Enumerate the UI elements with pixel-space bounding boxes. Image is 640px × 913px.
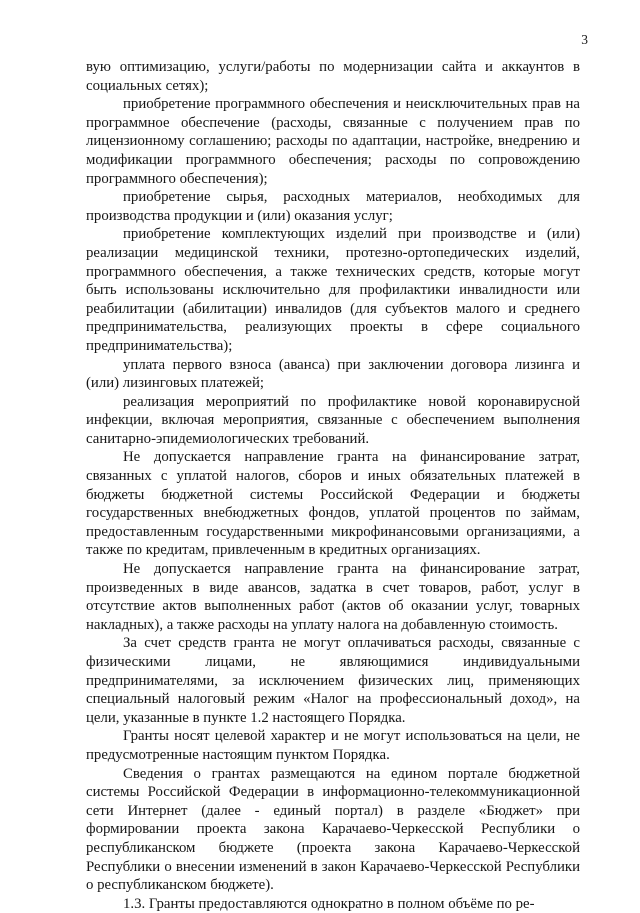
paragraph-target-purpose: Гранты носят целевой характер и не могут использоваться на цели, не предусмотренные настоящим пунктом Порядка. bbox=[86, 728, 580, 763]
body-text bbox=[86, 58, 580, 913]
paragraph-leasing: уплата первого взноса (аванса) при заключении договора лизинга и (или) лизинговых платежей; bbox=[86, 356, 580, 392]
page-number: 3 bbox=[581, 32, 588, 47]
paragraph-components: приобретение комплектующих изделий при производстве и (или) реализации медицинской техники, протезно-ортопедических изделий, программного обеспечения, а также технических средств, которые могут быть использованы исключительно для профилактики инвалидности или реабилитации (абилитации) инвалидов (для субъектов малого и среднего предпринимательства, реализующих проекты в сфере социального предпринимательства); bbox=[86, 226, 580, 354]
paragraph-coronavirus: реализация мероприятий по профилактике новой коронавирусной инфекции, включая мероприятия, связанные с обеспечением выполнения санитарно-эпидемиологических требований. bbox=[86, 393, 580, 447]
paragraph-individuals: За счет средств гранта не могут оплачиваться расходы, связанные с физическими лицами, не являющимися индивидуальными предпринимателями, за исключением физических лиц, применяющих специальный налоговый режим «Налог на профессиональный доход», на цели, указанные в пункте 1.2 настоящего Порядка. bbox=[86, 635, 580, 726]
paragraph-taxes-restriction: Не допускается направление гранта на финансирование затрат, связанных с уплатой налогов, сборов и иных обязательных платежей в бюджеты бюджетной системы Российской Федерации и бюджеты государственных внебюджетных фондов, уплатой процентов по займам, предоставленным государственными микрофинансовыми организациями, а также по кредитам, привлеченным в кредитных организациях. bbox=[86, 449, 580, 559]
paragraph-advances-restriction: Не допускается направление гранта на финансирование затрат, произведенных в виде авансов, задатка в счет товаров, работ, услуг в отсутствие актов выполненных работ (актов об оказании услуг, товарных накладных), а также расходы на уплату налога на добавленную стоимость. bbox=[86, 561, 580, 633]
paragraph-portal-info: Сведения о грантах размещаются на едином портале бюджетной системы Российской Федерации в информационно-телекоммуникационной сети Интернет (далее - единый портал) в разделе «Бюджет» при формировании проекта закона Карачаево-Черкесской Республики о республиканском бюджете (проекта закона Карачаево-Черкесской Республики о внесении изменений в закон Карачаево-Черкесской Республики о республиканском бюджете). bbox=[86, 765, 580, 894]
paragraph-software: приобретение программного обеспечения и неисключительных прав на программное обеспечение (расходы, связанные с получением прав по лицензионному соглашению; расходы по адаптации, настройке, внедрению и модификации программного обеспечения; расходы по сопровождению программного обеспечения); bbox=[86, 96, 580, 187]
paragraph-raw-materials: приобретение сырья, расходных материалов, необходимых для производства продукции и (или) оказания услуг; bbox=[86, 189, 580, 224]
paragraph-continuation: вую оптимизацию, услуги/работы по модернизации сайта и аккаунтов в социальных сетях); bbox=[86, 59, 580, 94]
paragraph-section-1-3: 1.3. Гранты предоставляются однократно в полном объёме по ре- bbox=[123, 895, 535, 912]
